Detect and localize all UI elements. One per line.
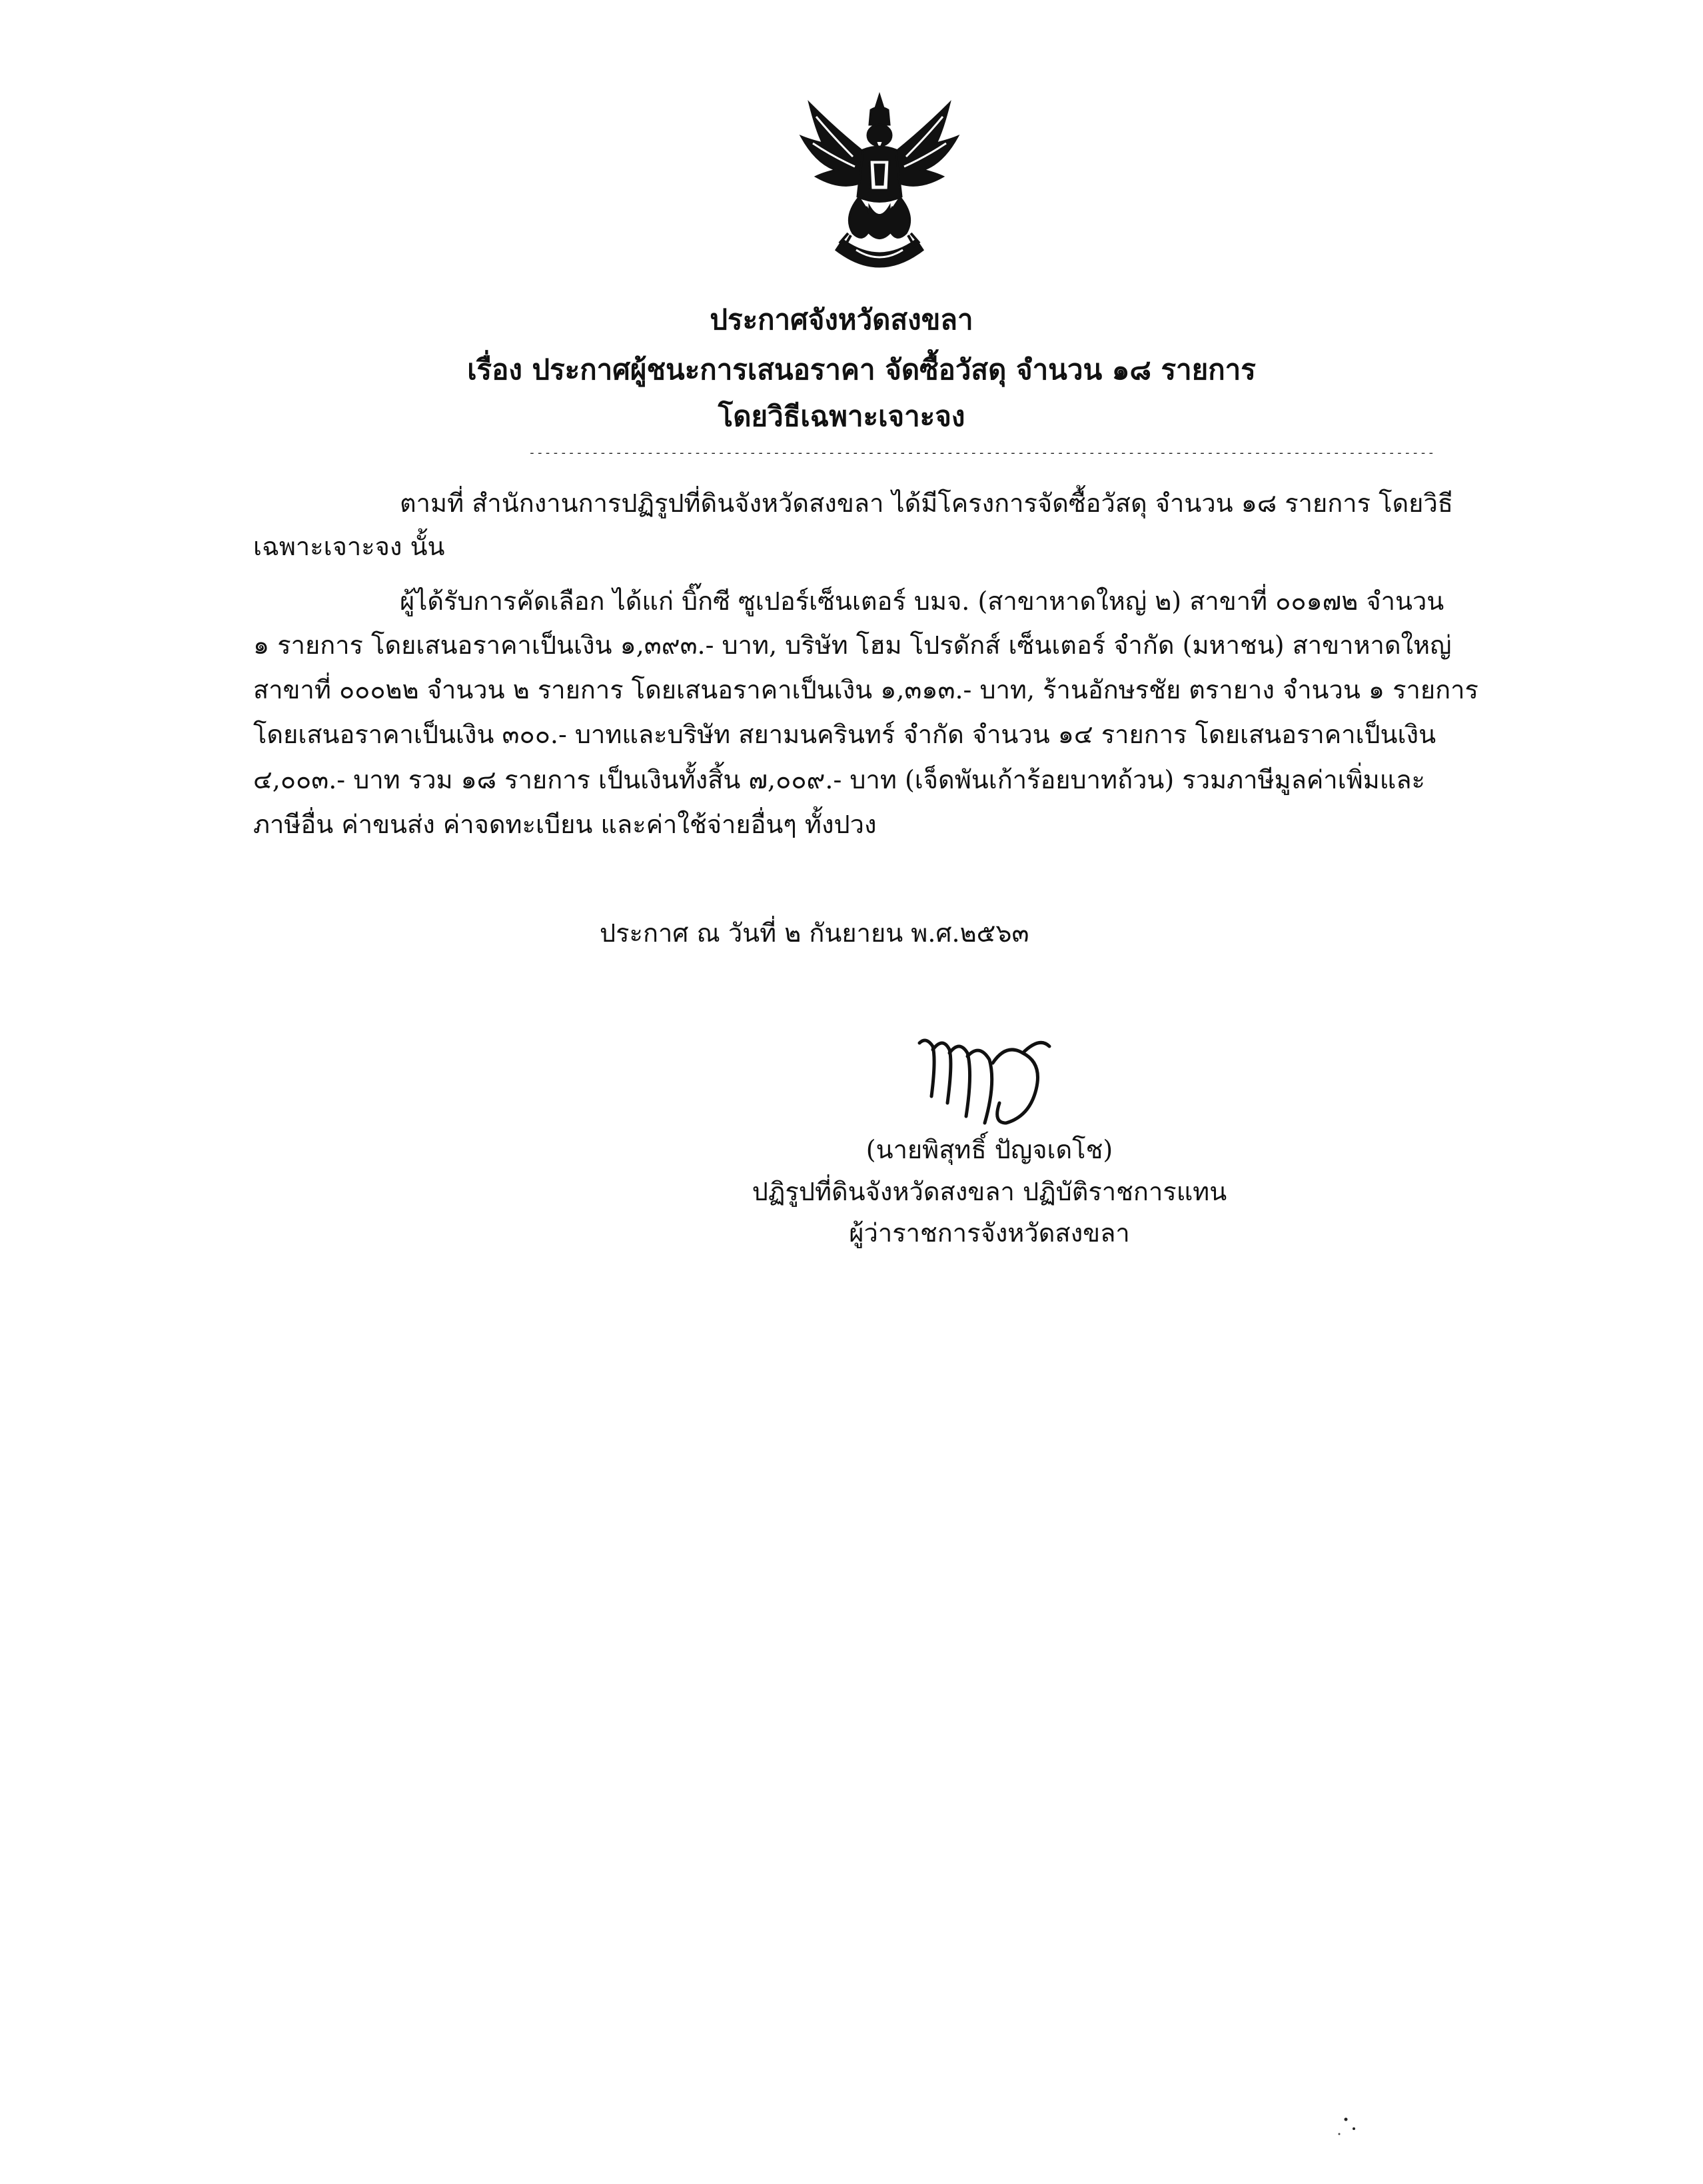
paragraph-1-line-1: ตามที่ สำนักงานการปฏิรูปที่ดินจังหวัดสงขลา ได้มีโครงการจัดซื้อวัสดุ จำนวน ๑๘ รายการ โดยวิธี bbox=[400, 489, 1453, 518]
signatory-position: ปฏิรูปที่ดินจังหวัดสงขลา ปฏิบัติราชการแทน bbox=[752, 1177, 1227, 1206]
paragraph-2-line-5: ๔,๐๐๓.- บาท รวม ๑๘ รายการ เป็นเงินทั้งสิ้น ๗,๐๐๙.- บาท (เจ็ดพันเก้าร้อยบาทถ้วน) รวมภาษีมูลค่าเพิ่มและ bbox=[253, 765, 1425, 794]
divider-line bbox=[0, 443, 1683, 463]
announcement-subject: เรื่อง ประกาศผู้ชนะการเสนอราคา จัดซื้อวัสดุ จำนวน ๑๘ รายการ bbox=[467, 353, 1256, 386]
signatory-authority: ผู้ว่าราชการจังหวัดสงขลา bbox=[849, 1218, 1130, 1248]
paragraph-2-line-2: ๑ รายการ โดยเสนอราคาเป็นเงิน ๑,๓๙๓.- บาท, บริษัท โฮม โปรดักส์ เซ็นเตอร์ จำกัด (มหาชน) สาขาหาดใหญ่ bbox=[253, 630, 1452, 660]
announcement-date: ประกาศ ณ วันที่ ๒ กันยายน พ.ศ.๒๕๖๓ bbox=[600, 918, 1029, 948]
announcement-title: ประกาศจังหวัดสงขลา bbox=[710, 303, 973, 336]
paragraph-2-line-6: ภาษีอื่น ค่าขนส่ง ค่าจดทะเบียน และค่าใช้จ่ายอื่นๆ ทั้งปวง bbox=[253, 810, 877, 839]
garuda-emblem-icon bbox=[796, 90, 963, 277]
scan-specks bbox=[1333, 2106, 1373, 2146]
signatory-name: (นายพิสุทธิ์ ปัญจเดโช) bbox=[865, 1135, 1113, 1164]
paragraph-2-line-1: ผู้ได้รับการคัดเลือก ได้แก่ บิ๊กซี ซูเปอร์เซ็นเตอร์ บมจ. (สาขาหาดใหญ่ ๒) สาขาที่ ๐๐๑๗๒ จำนวน bbox=[400, 586, 1444, 616]
paragraph-2-line-3: สาขาที่ ๐๐๐๒๒ จำนวน ๒ รายการ โดยเสนอราคาเป็นเงิน ๑,๓๑๓.- บาท, ร้านอักษรชัย ตรายาง จำนวน ๑ รายการ bbox=[253, 675, 1478, 704]
handwritten-signature bbox=[906, 1023, 1079, 1136]
divider-text: ------------------------------------------------------------------------------------------------------------------- bbox=[528, 446, 1436, 460]
paragraph-2-line-4: โดยเสนอราคาเป็นเงิน ๓๐๐.- บาทและบริษัท สยามนครินทร์ จำกัด จำนวน ๑๔ รายการ โดยเสนอราคาเป็นเงิน bbox=[253, 720, 1436, 749]
procurement-method: โดยวิธีเฉพาะเจาะจง bbox=[718, 400, 965, 433]
paragraph-1-line-2: เฉพาะเจาะจง นั้น bbox=[253, 532, 445, 561]
